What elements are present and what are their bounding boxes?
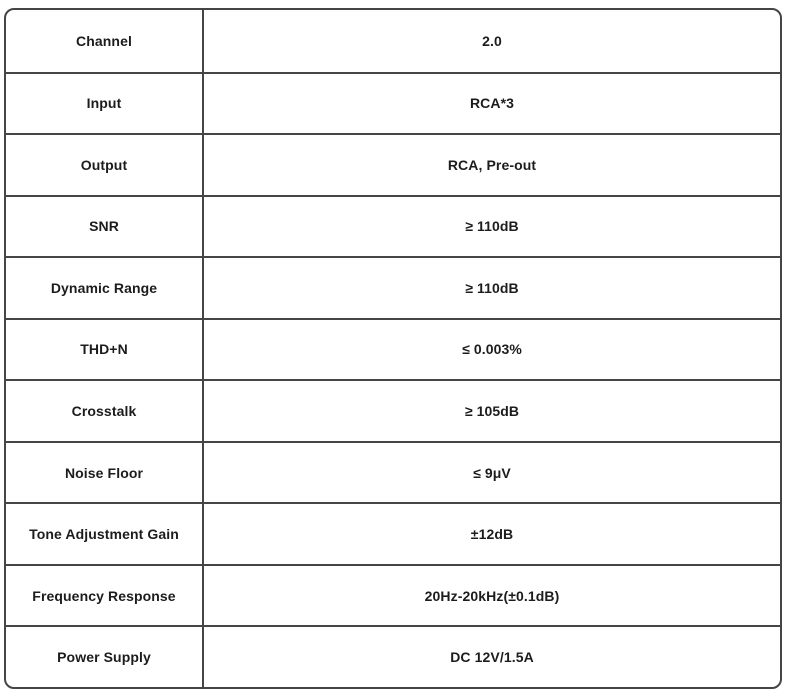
spec-table <box>4 8 782 689</box>
spec-value-output: RCA, Pre-out <box>204 133 780 195</box>
spec-value-noise-floor: ≤ 9μV <box>204 441 780 503</box>
spec-value-thd-n: ≤ 0.003% <box>204 318 780 380</box>
spec-label-output: Output <box>6 133 204 195</box>
spec-label-channel: Channel <box>6 10 204 72</box>
spec-label-tone-adjustment-gain: Tone Adjustment Gain <box>6 502 204 564</box>
spec-value-channel: 2.0 <box>482 32 502 49</box>
spec-label-power-supply: Power Supply <box>6 625 204 687</box>
spec-value-dynamic-range: ≥ 110dB <box>204 256 780 318</box>
spec-value-frequency-response: 20Hz-20kHz(±0.1dB) <box>204 564 780 626</box>
spec-label-crosstalk: Crosstalk <box>6 379 204 441</box>
spec-label-snr: SNR <box>6 195 204 257</box>
spec-label-thd-n: THD+N <box>6 318 204 380</box>
spec-value-input: RCA*3 <box>204 72 780 134</box>
spec-value-crosstalk: ≥ 105dB <box>204 379 780 441</box>
spec-label-input: Input <box>6 72 204 134</box>
spec-label-noise-floor: Noise Floor <box>6 441 204 503</box>
spec-label-dynamic-range: Dynamic Range <box>6 256 204 318</box>
spec-value-tone-adjustment-gain: ±12dB <box>204 502 780 564</box>
spec-label-frequency-response: Frequency Response <box>6 564 204 626</box>
spec-value-power-supply: DC 12V/1.5A <box>204 625 780 687</box>
spec-value-snr: ≥ 110dB <box>204 195 780 257</box>
